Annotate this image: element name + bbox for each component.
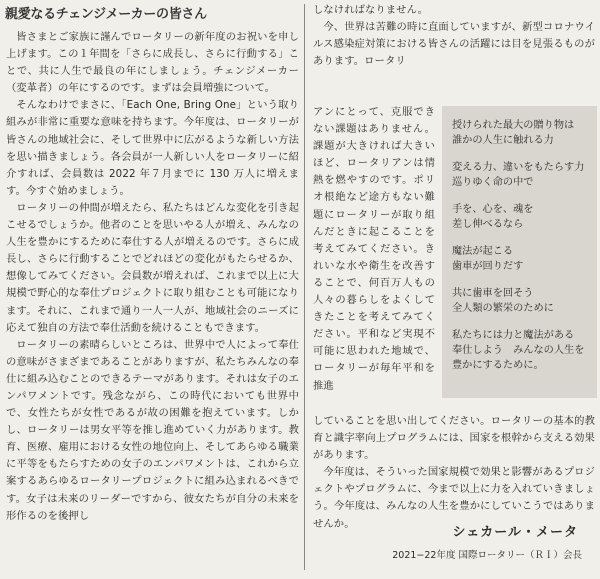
poem-line: 共に歯車を回そう [452, 288, 534, 299]
left-column [6, 29, 299, 525]
paragraph: ロータリーの仲間が増えたら、私たちはどんな変化を引き起こせるでしょうか。他者のことを思いやる人が増え、みんなの人生を豊かにするために奉仕する人が増えるのです。さらに成長し、さらに行動することでどれほどの変化がもたらせるか、想像してみてください。会員数が増えれば、これまで以上に大規模で野心的な奉仕プロジェクトに取り組むことも可能になります。それに、これまで通り一人一人が、地域社会のニーズに応えて独自の方法で奉仕活動を続けることもできます。 [6, 201, 299, 334]
paragraph: 今、世界は苦難の時に直面していますが、新型コロナウイルス感染症対策における皆さんの活躍には目を見張るものがあります。ロータリ [313, 21, 595, 68]
right-column-narrow [313, 104, 435, 395]
poem-stanza [452, 244, 589, 274]
poem-line: 巡りゆく命の中で [452, 177, 534, 188]
paragraph: 今年度は、そういった国家規模で効果と影響があるプロジェクトやプログラムに、今まで以上に力を入れていきましょう。今年度は、みんなの人生を豊かにしていこうではありませんか。 [313, 466, 595, 530]
paragraph: 皆さまとご家族に謹んでロータリーの新年度のお祝いを申し上げます。この１年間を「さらに成長し、さらに行動する」ことで、共に人生で最良の年にしましょう。チェンジメーカー（変革者）の年にするのです。まずは会員増強について。 [6, 31, 299, 95]
poem-line: 誰かの人生に触れる力 [452, 135, 554, 146]
poem-line: 授けられた最大の贈り物は [452, 120, 575, 131]
poem-stanza [452, 286, 589, 316]
poem-box [442, 106, 597, 398]
poem-line: 全人類の繁栄のために [452, 303, 554, 314]
poem-stanza [452, 328, 589, 373]
poem-stanza [452, 160, 589, 190]
poem-stanza [452, 202, 589, 232]
paragraph: そんなわけでまさに、「Each One, Bring One」という取り組みが非常に重要な意味を持ちます。今年度は、ロータリーが皆さんの地域社会に、そして世界中に広がるような新しい方法を思い描きましょう。各会員が一人新しい人をロータリーに紹介すれば、会員数は 2022 年７月までに 130 万人に増えます。今すぐ始めましょう。 [6, 99, 299, 197]
right-column-bottom [313, 413, 595, 533]
poem-line: 魔法が起こる [452, 246, 514, 257]
poem-stanza [452, 118, 589, 148]
signature-role: 2021−22年度 国際ロータリー（ＲＩ）会長 [392, 550, 582, 561]
paragraph: ロータリーの素晴らしいところは、世界中で人によって奉仕の意味がさまざまであることがありますが、私たちみんなの奉仕に組み込むことのできるテーマがあります。それは女子のエンパワメントです。残念ながら、この時代においても世界中で、女性たちが女性であるが故の困難を抱えています。しかし、ロータリーは男女平等を推し進めていく力があります。教育、医療、雇用における女性の地位向上、そしてあらゆる職業に平等をもたらすための女子のエンパワメントは、これから立案するあらゆるロータリープロジェクトに組み込まれるべきです。女子は未来のリーダーですから、彼女たちが自分の未来を形作るのを後押し [6, 338, 299, 522]
poem-line: 差し伸べるなら [452, 219, 524, 230]
right-column-top [313, 2, 595, 70]
poem-line: 歯車が回りだす [452, 261, 524, 272]
paragraph: アンにとって、克服できない課題はありません。課題が大きければ大きいほど、ロータリアンは情熱を燃やすのです。ポリオ根絶など途方もない難題にロータリーが取り組んだときに起こることを考えてみてください。きれいな水や衛生を改善することで、何百万人もの人々の暮らしをよくしてきたことを考えてみてください。平和など実現不可能に思われた地域で、ロータリーが毎年平和を推進 [313, 106, 435, 392]
poem-line: 変える力、違いをもたらす力 [452, 162, 585, 173]
signature: シェカール・メータ [452, 525, 578, 540]
paragraph: していることを思い出してください。ロータリーの基本的教育と識字率向上プログラムには、国家を根幹から支える効果があります。 [313, 415, 595, 462]
paragraph: しなければなりません。 [313, 4, 428, 16]
poem-line: 豊かにするために。 [452, 360, 544, 371]
column-divider [304, 4, 305, 570]
article-title: 親愛なるチェンジメーカーの皆さん [5, 7, 207, 22]
poem-line: 奉仕しよう みんなの人生を [452, 345, 585, 356]
poem-line: 手を、心を、魂を [452, 204, 534, 215]
poem-line: 私たちには力と魔法がある [452, 330, 575, 341]
